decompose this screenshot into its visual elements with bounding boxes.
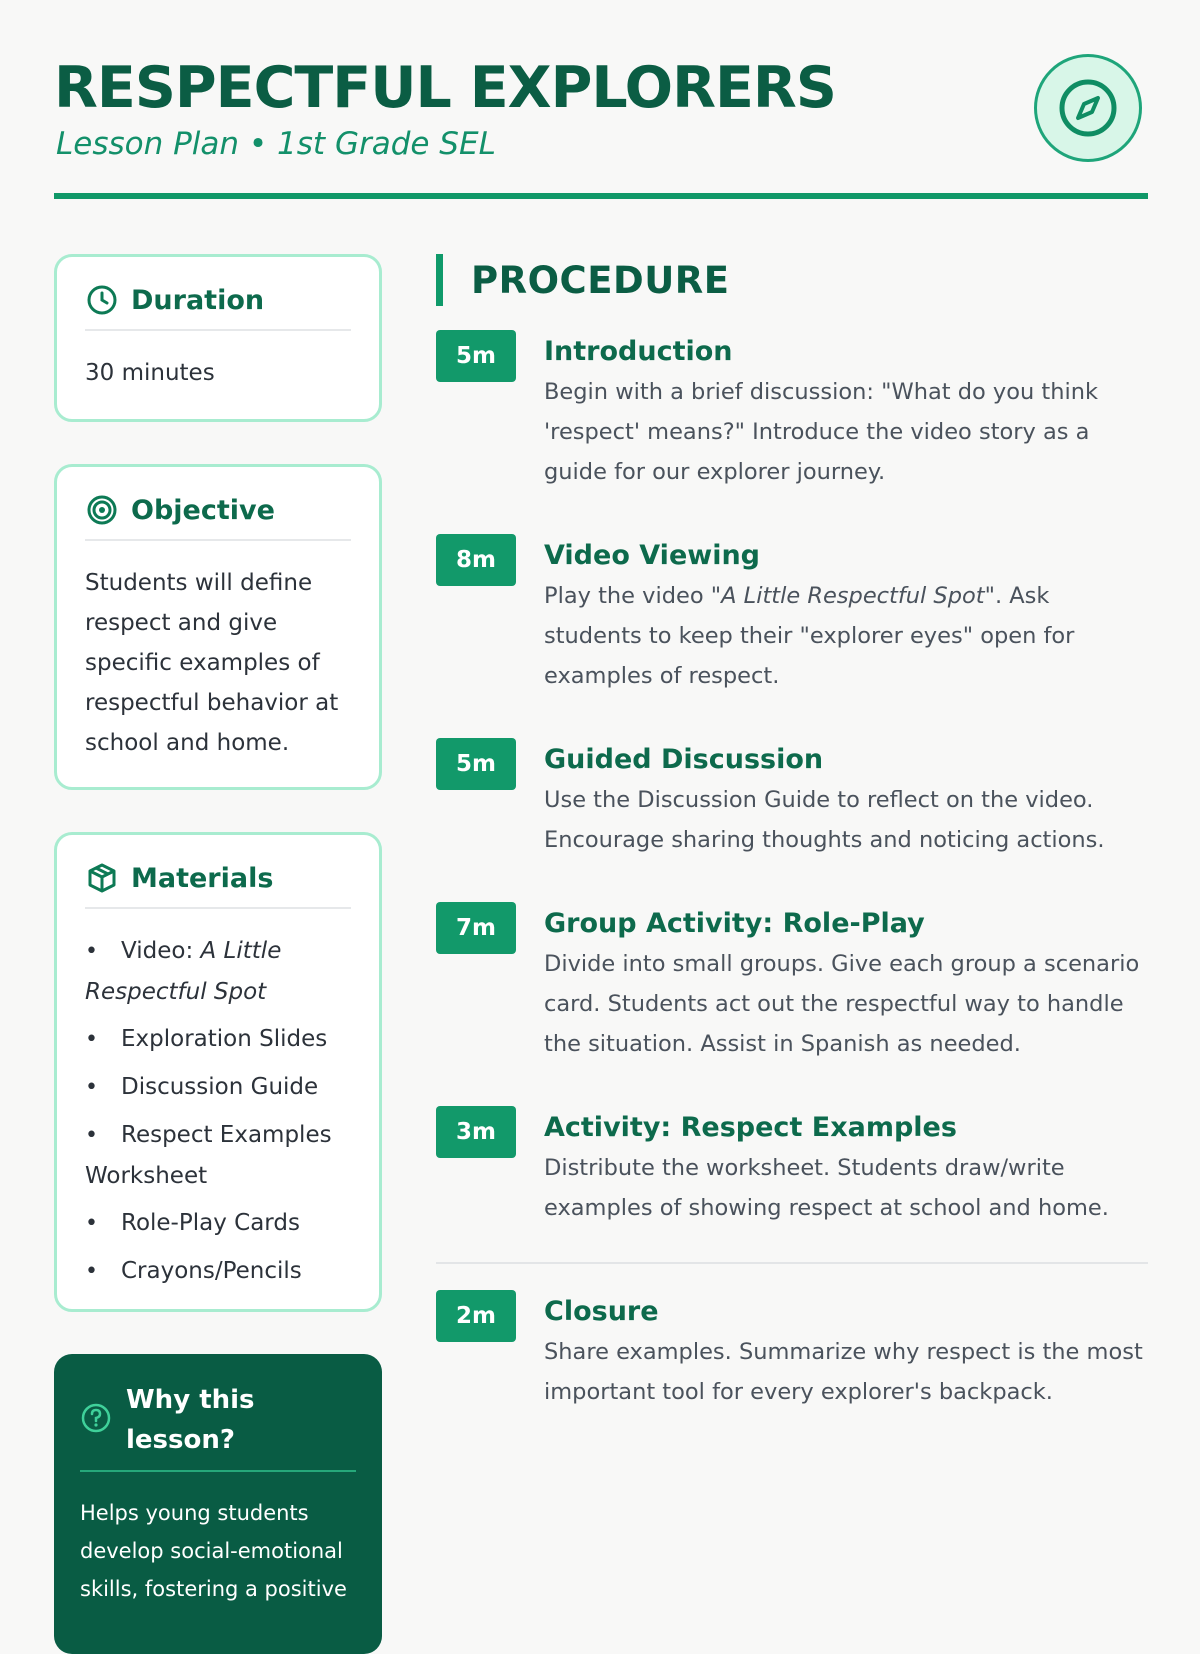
duration-title: Duration <box>131 284 265 316</box>
materials-title: Materials <box>131 862 274 894</box>
step-title: Group Activity: Role-Play <box>544 908 925 939</box>
procedure-step <box>436 534 1148 696</box>
step-duration-badge: 3m <box>436 1106 516 1158</box>
duration-card <box>54 254 382 422</box>
step-duration-badge: 8m <box>436 534 516 586</box>
list-item: • Exploration Slides <box>85 1019 351 1060</box>
question-circle-icon <box>80 1402 112 1438</box>
procedure-accent-bar <box>436 254 443 306</box>
procedure-divider <box>436 1262 1148 1264</box>
procedure-step <box>436 1106 1148 1228</box>
step-description: Divide into small groups. Give each group a scenario card. Students act out the respectful way to handle the situation. Assist in Spanish as needed. <box>544 951 1140 1057</box>
objective-text: Students will define respect and give specific examples of respectful behavior at school and home. <box>85 570 339 756</box>
box-icon <box>85 861 119 895</box>
step-title: Activity: Respect Examples <box>544 1112 957 1143</box>
step-description: Distribute the worksheet. Students draw/write examples of showing respect at school and home. <box>544 1155 1109 1221</box>
procedure-section <box>436 254 1148 1454</box>
procedure-step <box>436 330 1148 492</box>
sidebar <box>54 254 382 1654</box>
page-title: RESPECTFUL EXPLORERS <box>54 55 836 121</box>
objective-title: Objective <box>131 494 275 526</box>
duration-value: 30 minutes <box>85 360 215 386</box>
compass-badge <box>1034 54 1142 162</box>
step-title: Introduction <box>544 336 733 367</box>
list-item: • Respect Examples Worksheet <box>85 1115 351 1196</box>
clock-icon <box>85 283 119 317</box>
compass-icon <box>1057 77 1119 139</box>
page-header <box>54 52 1148 202</box>
materials-card <box>54 832 382 1312</box>
step-duration-badge: 5m <box>436 738 516 790</box>
step-description: Use the Discussion Guide to reflect on the video. Encourage sharing thoughts and noticing actions. <box>544 787 1105 853</box>
why-text: Helps young students develop social-emotional skills, fostering a positive <box>80 1501 347 1601</box>
step-duration-badge: 2m <box>436 1290 516 1342</box>
header-divider <box>54 193 1148 199</box>
step-description: Play the video "A Little Respectful Spot". Ask students to keep their "explorer eyes" open for examples of respect. <box>544 583 1075 689</box>
list-item: • Role-Play Cards <box>85 1203 351 1244</box>
list-item: • Crayons/Pencils <box>85 1251 351 1292</box>
procedure-step <box>436 738 1148 860</box>
step-description: Begin with a brief discussion: "What do you think 'respect' means?" Introduce the video story as a guide for our explorer journey. <box>544 379 1099 485</box>
materials-list <box>85 931 351 1292</box>
target-icon <box>85 493 119 527</box>
step-title: Closure <box>544 1296 659 1327</box>
page-subtitle: Lesson Plan • 1st Grade SEL <box>56 126 496 162</box>
procedure-title: PROCEDURE <box>471 258 730 302</box>
list-item: • Discussion Guide <box>85 1067 351 1108</box>
procedure-step <box>436 902 1148 1064</box>
why-title: Why this lesson? <box>126 1385 255 1455</box>
step-description: Share examples. Summarize why respect is the most important tool for every explorer's backpack. <box>544 1339 1143 1405</box>
procedure-step <box>436 1290 1148 1412</box>
objective-card <box>54 464 382 790</box>
step-title: Guided Discussion <box>544 744 824 775</box>
list-item: • Video: A Little Respectful Spot <box>85 931 351 1012</box>
step-duration-badge: 5m <box>436 330 516 382</box>
step-title: Video Viewing <box>544 540 760 571</box>
why-card <box>54 1354 382 1654</box>
step-duration-badge: 7m <box>436 902 516 954</box>
